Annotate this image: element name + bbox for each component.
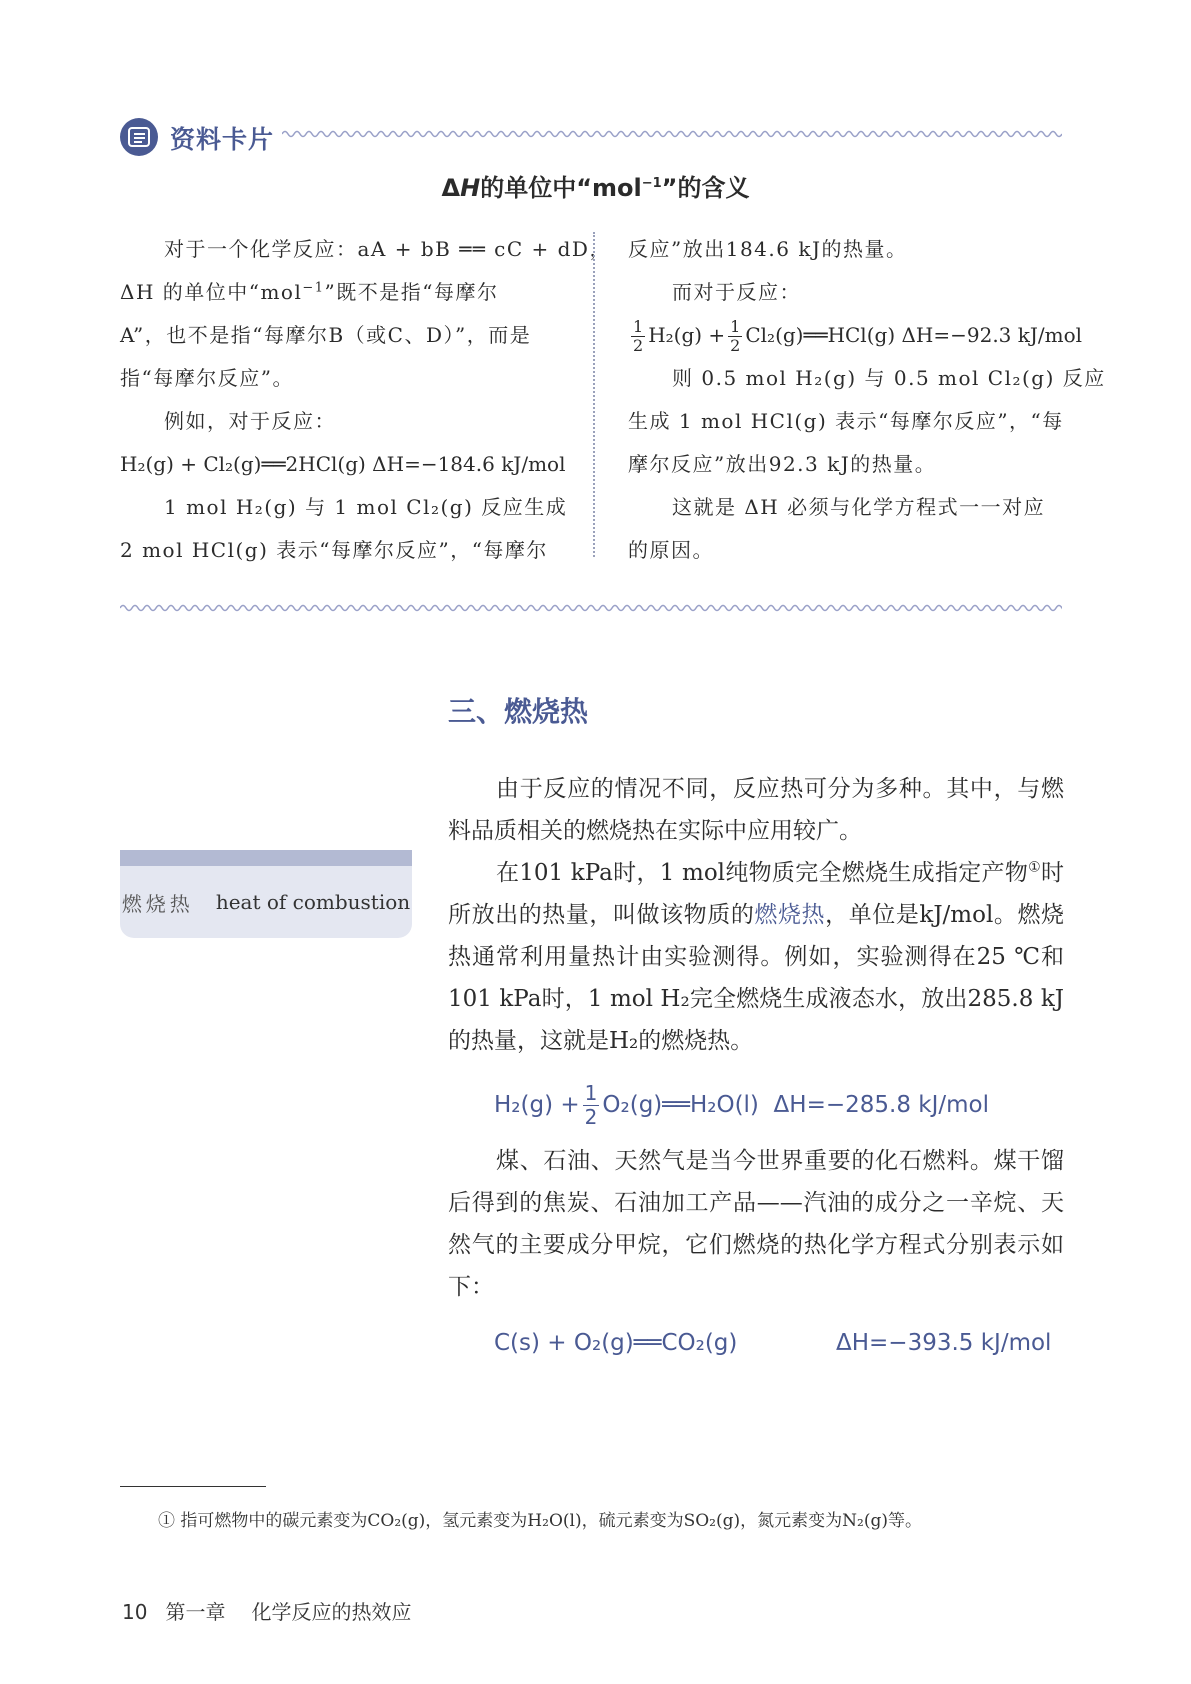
card-right-column: 反应”放出184.6 kJ的热量。 而对于反应： $\frac{1}{2}$ H₂(g) + $\frac{1}{2}$ Cl₂(g)══HCl(g) ΔH=−92.3 kJ/mol 则 0.5 mol H₂(g) 与 0.5 mol Cl₂(g) 反应 生成 1 mol HCl(g) 表示“每摩尔反应”，“每 摩尔反应”放出92.3 kJ的热量。 这就是 ΔH 必须与化学方程式一一对应 的原因。 bbox=[628, 237, 1106, 562]
glossary-term-en: heat of combustion bbox=[215, 890, 411, 914]
equation-hcl-combined: H₂(g) + Cl₂(g)══2HCl(g) ΔH=−184.6 kJ/mol bbox=[120, 452, 566, 476]
section-title: 三、燃烧热 bbox=[448, 695, 589, 728]
glossary-term-cn: 燃烧热 bbox=[121, 891, 194, 916]
equation-carbon-dh: ΔH=−393.5 kJ/mol bbox=[836, 1330, 1052, 1356]
glossary-box bbox=[120, 866, 412, 938]
column-divider bbox=[593, 232, 595, 557]
chapter-title: 化学反应的热效应 bbox=[251, 1600, 412, 1624]
card-title: 资料卡片 bbox=[170, 125, 275, 154]
chapter-label: 第一章 bbox=[165, 1600, 226, 1624]
equation-h2-combustion: H₂(g) + $\frac{1}{2}$ O₂(g)══H₂O(l) ΔH=−285.8 kJ/mol bbox=[494, 1081, 989, 1129]
card-heading: ΔH的单位中“mol$^{-1}$”的含义 bbox=[441, 174, 750, 202]
equation-carbon-combustion: C(s) + O₂(g)══CO₂(g) bbox=[494, 1330, 738, 1356]
equation-hcl-half: $\frac{1}{2}$ H₂(g) + $\frac{1}{2}$ Cl₂(g)══HCl(g) ΔH=−92.3 kJ/mol bbox=[633, 317, 1083, 355]
section-body-2: 煤、石油、天然气是当今世界重要的化石燃料。煤干馏后得到的焦炭、石油加工产品——汽油的成分之一辛烷、天然气的主要成分甲烷，它们燃烧的热化学方程式分别表示如下： bbox=[448, 1148, 1064, 1300]
wave-divider-bottom bbox=[120, 602, 1062, 614]
keyword-combustion-heat: 燃烧热 bbox=[754, 902, 826, 928]
glossary-bar bbox=[120, 850, 412, 866]
card-left-column: 对于一个化学反应：aA + bB ══ cC + dD， ΔH 的单位中“mol$^{-1}$”既不是指“每摩尔 A”，也不是指“每摩尔B（或C、D）”，而是 指“每摩尔反应”。 例如，对于反应： H₂(g) + Cl₂(g)══2HCl(g) ΔH=−184.6 kJ/mol 1 mol H₂(g) 与 1 mol Cl₂(g) 反应生成 2 mol HCl(g) 表示“每摩尔反应”，“每摩尔 bbox=[120, 237, 611, 562]
page-number: 10 bbox=[122, 1600, 148, 1624]
section-body-1: 由于反应的情况不同，反应热可分为多种。其中，与燃料品质相关的燃烧热在实际中应用较广。 在101 kPa时，1 mol纯物质完全燃烧生成指定产物①时所放出的热量，叫做该物质的燃烧热，单位是kJ/mol。燃烧热通常利用量热计由实验测得。例如，实验测得在25 ℃和101 kPa时，1 mol H₂完全燃烧生成液态水，放出285.8 kJ的热量，这就是H₂的燃烧热。 bbox=[448, 776, 1065, 1054]
footnote: ① 指可燃物中的碳元素变为CO₂(g)，氢元素变为H₂O(l)，硫元素变为SO₂(g)，氮元素变为N₂(g)等。 bbox=[158, 1511, 922, 1531]
footnote-rule bbox=[120, 1486, 266, 1487]
page-footer bbox=[122, 1596, 411, 1625]
wave-divider-top bbox=[282, 128, 1062, 140]
document-lines-icon bbox=[120, 118, 158, 156]
